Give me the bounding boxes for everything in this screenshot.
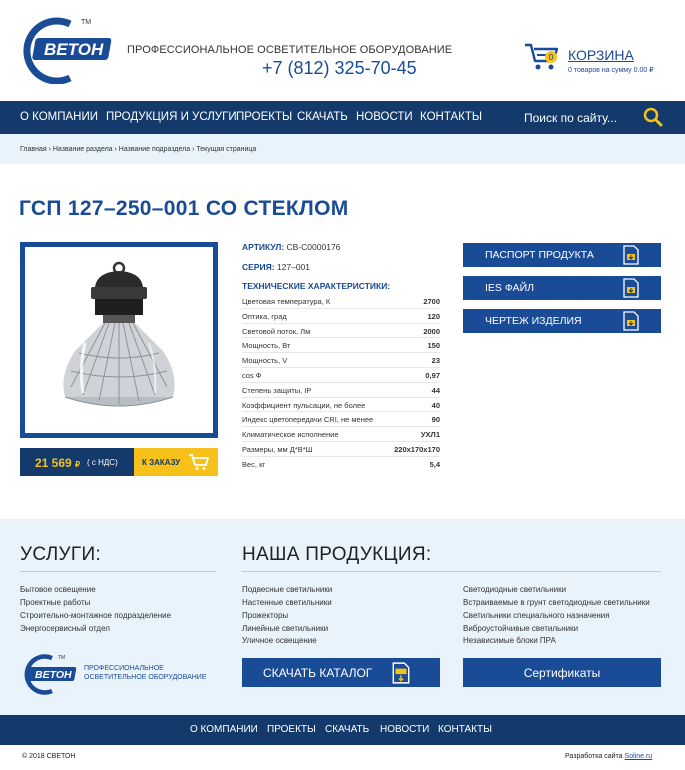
svg-text:TM: TM <box>81 19 92 26</box>
spec-name: Индекс цветопередачи CRI, не менее <box>242 415 374 425</box>
cart-summary: 0 товаров на сумму 0.00 ₽ <box>568 67 654 74</box>
document-icon <box>623 311 639 331</box>
product-image[interactable] <box>20 242 218 438</box>
nav-item-about[interactable]: О КОМПАНИИ <box>20 111 99 123</box>
download-catalog-button[interactable] <box>242 658 440 687</box>
spec-value: 2000 <box>423 326 440 336</box>
spec-value: 44 <box>431 385 440 395</box>
svg-text:TM: TM <box>58 655 66 661</box>
spec-row <box>242 412 440 427</box>
spec-row <box>242 383 440 398</box>
svg-text:ВЕТОН: ВЕТОН <box>44 40 104 59</box>
breadcrumb-bar <box>0 134 685 164</box>
nav-item-products[interactable]: ПРОДУКЦИЯ И УСЛУГИ <box>106 111 237 123</box>
spec-name: Климатическое исполнение <box>242 430 339 440</box>
price-value: 21 569 ₽ <box>35 456 81 470</box>
drawing-label: ЧЕРТЕЖ ИЗДЕЛИЯ <box>485 315 582 327</box>
drawing-button[interactable] <box>463 309 661 333</box>
breadcrumb[interactable]: Главная › Название раздела › Название подраздела › Текущая страница <box>20 146 257 153</box>
spec-row <box>242 427 440 442</box>
certificates-label: Сертификаты <box>523 666 601 680</box>
copyright-bar <box>0 745 685 770</box>
passport-button[interactable] <box>463 243 661 267</box>
series-row <box>242 262 310 272</box>
article-value: СВ-С0000176 <box>286 242 341 252</box>
spec-row <box>242 353 440 368</box>
document-icon <box>623 245 639 265</box>
footer-link[interactable]: Светодиодные светильники <box>463 585 567 594</box>
services-heading: УСЛУГИ: <box>20 544 102 565</box>
order-button[interactable] <box>134 448 218 476</box>
specs-table <box>242 294 440 472</box>
order-label: К ЗАКАЗУ <box>142 458 181 467</box>
spec-value: 5,4 <box>429 459 440 469</box>
footer-link[interactable]: Прожекторы <box>242 611 289 620</box>
ies-button[interactable] <box>463 276 661 300</box>
spec-name: Коэффициент пульсации, не более <box>242 400 366 410</box>
basket-icon <box>188 453 210 471</box>
spec-value: 0,97 <box>425 370 440 380</box>
spec-row <box>242 324 440 339</box>
developer-link[interactable]: Soline.ru <box>624 753 653 760</box>
footer-link[interactable]: Светильники специального назначения <box>463 611 610 620</box>
footer <box>0 519 685 715</box>
footer-link[interactable]: Линейные светильники <box>242 624 329 633</box>
nav-item-download[interactable]: СКАЧАТЬ <box>297 111 348 123</box>
series-value: 127–001 <box>276 262 310 272</box>
footer-nav-about[interactable]: О КОМПАНИИ <box>190 724 258 735</box>
spec-value: 220х170х170 <box>394 444 440 454</box>
spec-name: Оптика, град <box>242 311 287 321</box>
search-icon[interactable] <box>643 107 663 127</box>
footer-nav-projects[interactable]: ПРОЕКТЫ <box>267 724 316 735</box>
footer-link[interactable]: Бытовое освещение <box>20 585 96 594</box>
footer-link[interactable]: Виброустойчивые светильники <box>463 624 579 633</box>
spec-name: Световой поток, Лм <box>242 326 311 336</box>
page-title: ГСП 127–250–001 СО СТЕКЛОМ <box>19 197 349 220</box>
spec-row <box>242 398 440 413</box>
footer-logo-text: ПРОФЕССИОНАЛЬНОЕ ОСВЕТИТЕЛЬНОЕ ОБОРУДОВАНИЕ <box>84 665 207 681</box>
spec-row <box>242 442 440 457</box>
nav-item-projects[interactable]: ПРОЕКТЫ <box>236 111 293 123</box>
spec-name: cos Ф <box>242 370 262 380</box>
footer-logo[interactable] <box>18 653 80 695</box>
cart-count: 0 <box>548 53 554 62</box>
specs-title: ТЕХНИЧЕСКИЕ ХАРАКТЕРИСТИКИ: <box>242 281 391 291</box>
spec-name: Вес, кг <box>242 459 266 469</box>
footer-link[interactable]: Строительно-монтажное подразделение <box>20 611 172 620</box>
certificates-button[interactable] <box>463 658 661 687</box>
lamp-image <box>25 247 213 433</box>
footer-link[interactable]: Независимые блоки ПРА <box>463 636 556 645</box>
footer-link[interactable]: Энергосервисный отдел <box>20 624 110 633</box>
spec-row <box>242 294 440 309</box>
footer-nav-download[interactable]: СКАЧАТЬ <box>325 724 370 735</box>
cart-link[interactable]: КОРЗИНА <box>568 47 634 63</box>
spec-name: Цветовая температура, К <box>242 297 331 306</box>
footer-link[interactable]: Проектные работы <box>20 598 91 607</box>
logo[interactable] <box>18 14 118 84</box>
spec-value: УХЛ1 <box>420 430 440 440</box>
spec-name: Размеры, мм Д*В*Ш <box>242 444 313 454</box>
document-icon <box>623 278 639 298</box>
spec-value: 90 <box>431 415 440 425</box>
article-row <box>242 242 340 252</box>
price-bar <box>20 448 134 476</box>
spec-row <box>242 338 440 353</box>
spec-row <box>242 368 440 383</box>
search-input[interactable] <box>516 106 626 130</box>
copyright: © 2018 СВЕТОН <box>22 753 76 760</box>
price-vat: ( с НДС) <box>87 458 118 467</box>
spec-value: 23 <box>431 356 440 366</box>
catalog-label: СКАЧАТЬ КАТАЛОГ <box>263 666 373 680</box>
series-label: СЕРИЯ: <box>242 262 275 272</box>
products-heading: НАША ПРОДУКЦИЯ: <box>242 544 432 565</box>
divider <box>242 571 661 572</box>
tagline: ПРОФЕССИОНАЛЬНОЕ ОСВЕТИТЕЛЬНОЕ ОБОРУДОВАНИЕ <box>127 44 453 56</box>
developer-credit: Разработка сайта Soline.ru <box>565 753 653 760</box>
footer-nav-contacts[interactable]: КОНТАКТЫ <box>438 724 492 735</box>
article-label: АРТИКУЛ: <box>242 242 285 252</box>
nav-item-contacts[interactable]: КОНТАКТЫ <box>420 111 483 123</box>
spec-name: Мощность, V <box>242 356 288 366</box>
spec-row <box>242 309 440 324</box>
spec-value: 120 <box>427 311 440 321</box>
nav-item-news[interactable]: НОВОСТИ <box>356 111 413 123</box>
spec-value: 150 <box>427 341 440 351</box>
spec-name: Степень защиты, IP <box>242 385 312 395</box>
phone-number[interactable]: +7 (812) 325-70-45 <box>262 58 417 78</box>
cart-icon[interactable] <box>524 41 562 73</box>
ies-label: IES ФАЙЛ <box>485 282 535 294</box>
spec-name: Мощность, Вт <box>242 341 291 351</box>
svg-text:ВЕТОН: ВЕТОН <box>35 669 72 681</box>
spec-value: 2700 <box>423 297 440 306</box>
footer-nav <box>0 715 685 745</box>
passport-label: ПАСПОРТ ПРОДУКТА <box>485 249 594 261</box>
footer-link[interactable]: Настенные светильники <box>242 598 332 607</box>
main-nav <box>0 101 685 134</box>
spec-row <box>242 457 440 472</box>
footer-nav-news[interactable]: НОВОСТИ <box>380 724 430 735</box>
footer-link[interactable]: Уличное освещение <box>242 636 317 645</box>
footer-link[interactable]: Подвесные светильники <box>242 585 333 594</box>
footer-link[interactable]: Встраиваемые в грунт светодиодные светильники <box>463 598 650 607</box>
spec-value: 40 <box>431 400 440 410</box>
document-icon <box>392 662 410 684</box>
site-header <box>0 0 685 101</box>
divider <box>20 571 216 572</box>
